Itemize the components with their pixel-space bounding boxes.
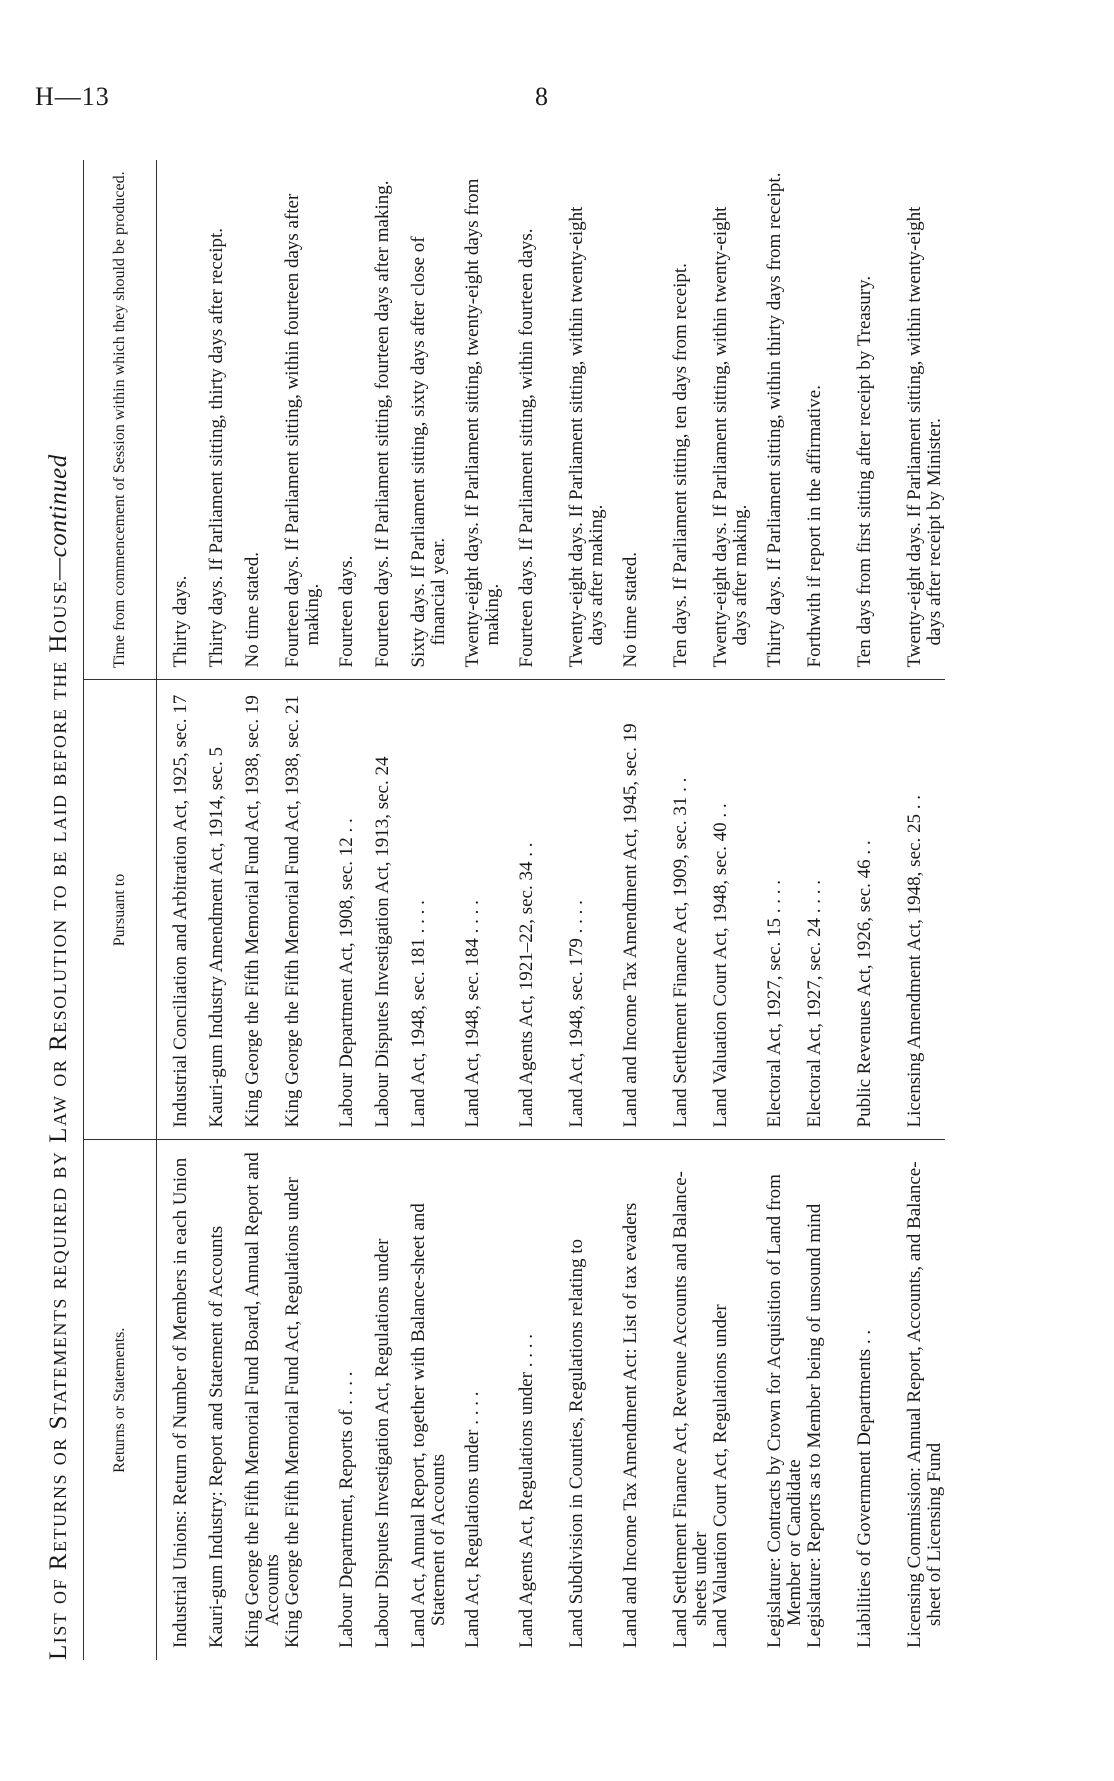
cell-pursuant: Licensing Amendment Act, 1948, sec. 25 . . xyxy=(891,680,945,1140)
page-reference: H—13 xyxy=(35,82,110,111)
table-row xyxy=(891,160,945,1660)
cell-time: Fourteen days. If Parliament sitting, fourteen days after making. xyxy=(373,160,409,680)
cell-pursuant: Electoral Act, 1927, sec. 24 . . . . xyxy=(805,680,841,1140)
cell-time: Fourteen days. If Parliament sitting, within fourteen days after making. xyxy=(283,160,323,680)
table-row xyxy=(373,160,409,1660)
cell-pursuant: King George the Fifth Memorial Fund Act, 1938, sec. 21 xyxy=(283,680,323,1140)
cell-pursuant: Industrial Conciliation and Arbitration Act, 1925, sec. 17 xyxy=(157,680,208,1140)
cell-pursuant: King George the Fifth Memorial Fund Act, 1938, sec. 19 xyxy=(243,680,283,1140)
cell-time: Twenty-eight days. If Parliament sitting, within twenty-eight days after making. xyxy=(553,160,607,680)
cell-returns: King George the Fifth Memorial Fund Board, Annual Report and Accounts xyxy=(242,1152,283,1648)
table-row xyxy=(503,160,553,1660)
cell-pursuant: Labour Disputes Investigation Act, 1913, sec. 24 xyxy=(373,680,409,1140)
cell-returns: Kauri-gum Industry: Report and Statement of Accounts xyxy=(206,1225,227,1648)
cell-time: Thirty days. xyxy=(157,160,208,680)
cell-pursuant: Kauri-gum Industry Amendment Act, 1914, sec. 5 xyxy=(207,680,243,1140)
table-row xyxy=(711,160,751,1660)
cell-time: Thirty days. If Parliament sitting, thirty days after receipt. xyxy=(207,160,243,680)
cell-returns: Land Valuation Court Act, Regulations under xyxy=(710,1304,731,1648)
cell-time: Twenty-eight days. If Parliament sitting, within twenty-eight days after receipt by Minister. xyxy=(891,160,945,680)
table-row xyxy=(157,160,208,1660)
rotated-table-block xyxy=(35,160,1045,1660)
table-row xyxy=(657,160,711,1660)
table-row xyxy=(553,160,607,1660)
cell-returns: Land Settlement Finance Act, Revenue Accounts and Balance-sheets under xyxy=(670,1171,711,1648)
cell-pursuant: Electoral Act, 1927, sec. 15 . . . . xyxy=(751,680,805,1140)
cell-returns: Liabilities of Government Departments . . xyxy=(854,1329,875,1648)
table-header-row xyxy=(84,160,157,1660)
cell-time: Sixty days. If Parliament sitting, sixty days after close of financial year. xyxy=(409,160,449,680)
cell-returns: Legislature: Reports as to Member being of unsound mind xyxy=(804,1203,825,1648)
table-row xyxy=(841,160,891,1660)
cell-time: Forthwith if report in the affirmative. xyxy=(805,160,841,680)
cell-returns: Industrial Unions: Return of Number of Members in each Union xyxy=(170,1157,191,1648)
cell-returns: Labour Department, Reports of . . . . xyxy=(336,1371,357,1648)
cell-pursuant: Labour Department Act, 1908, sec. 12 . . xyxy=(323,680,373,1140)
cell-pursuant: Land Valuation Court Act, 1948, sec. 40 . . xyxy=(711,680,751,1140)
column-header-time: Time from commencement of Session within which they should be produced. xyxy=(84,160,157,680)
table-row xyxy=(207,160,243,1660)
cell-time: Ten days. If Parliament sitting, ten days from receipt. xyxy=(657,160,711,680)
cell-pursuant: Land and Income Tax Amendment Act, 1945, sec. 19 xyxy=(607,680,657,1140)
cell-returns: Land Subdivision in Counties, Regulations relating to xyxy=(566,1238,587,1648)
table-row xyxy=(805,160,841,1660)
table-row xyxy=(283,160,323,1660)
cell-time: Twenty-eight days. If Parliament sitting, twenty-eight days from making. xyxy=(449,160,503,680)
table-title-text: List of Returns or Statements required by Law or Resolution to be laid before the House xyxy=(45,580,72,1660)
cell-pursuant: Public Revenues Act, 1926, sec. 46 . . xyxy=(841,680,891,1140)
cell-time: No time stated. xyxy=(243,160,283,680)
table-title-continued: —continued xyxy=(45,454,72,581)
cell-pursuant: Land Settlement Finance Act, 1909, sec. 31 . . xyxy=(657,680,711,1140)
cell-returns: Legislature: Contracts by Crown for Acquisition of Land from Member or Candidate xyxy=(764,1174,805,1648)
cell-pursuant: Land Act, 1948, sec. 184 . . . . xyxy=(449,680,503,1140)
cell-returns: Land and Income Tax Amendment Act: List of tax evaders xyxy=(620,1202,641,1648)
cell-time: No time stated. xyxy=(607,160,657,680)
table-row xyxy=(323,160,373,1660)
table-row xyxy=(751,160,805,1660)
cell-pursuant: Land Act, 1948, sec. 179 . . . . xyxy=(553,680,607,1140)
column-header-pursuant: Pursuant to xyxy=(84,680,157,1140)
cell-returns: King George the Fifth Memorial Fund Act, Regulations under xyxy=(282,1177,303,1648)
cell-returns: Land Agents Act, Regulations under . . . . xyxy=(516,1334,537,1648)
cell-time: Fourteen days. If Parliament sitting, within fourteen days. xyxy=(503,160,553,680)
cell-time: Twenty-eight days. If Parliament sitting, within twenty-eight days after making. xyxy=(711,160,751,680)
returns-table xyxy=(83,160,945,1660)
cell-time: Thirty days. If Parliament sitting, within thirty days from receipt. xyxy=(751,160,805,680)
table-row xyxy=(409,160,449,1660)
cell-time: Ten days from first sitting after receipt by Treasury. xyxy=(841,160,891,680)
table-title xyxy=(35,160,83,1660)
cell-time: Fourteen days. xyxy=(323,160,373,680)
table-row xyxy=(607,160,657,1660)
table-row xyxy=(449,160,503,1660)
cell-pursuant: Land Act, 1948, sec. 181 . . . . xyxy=(409,680,449,1140)
cell-returns: Land Act, Annual Report, together with Balance-sheet and Statement of Accounts xyxy=(408,1203,449,1648)
cell-pursuant: Land Agents Act, 1921–22, sec. 34 . . xyxy=(503,680,553,1140)
table-row xyxy=(243,160,283,1660)
cell-returns: Land Act, Regulations under . . . . xyxy=(462,1391,483,1648)
cell-returns: Licensing Commission: Annual Report, Accounts, and Balance-sheet of Licensing Fund xyxy=(904,1161,945,1648)
column-header-returns: Returns or Statements. xyxy=(84,1140,157,1660)
page-number: 8 xyxy=(535,82,548,111)
cell-returns: Labour Disputes Investigation Act, Regulations under xyxy=(372,1238,393,1648)
